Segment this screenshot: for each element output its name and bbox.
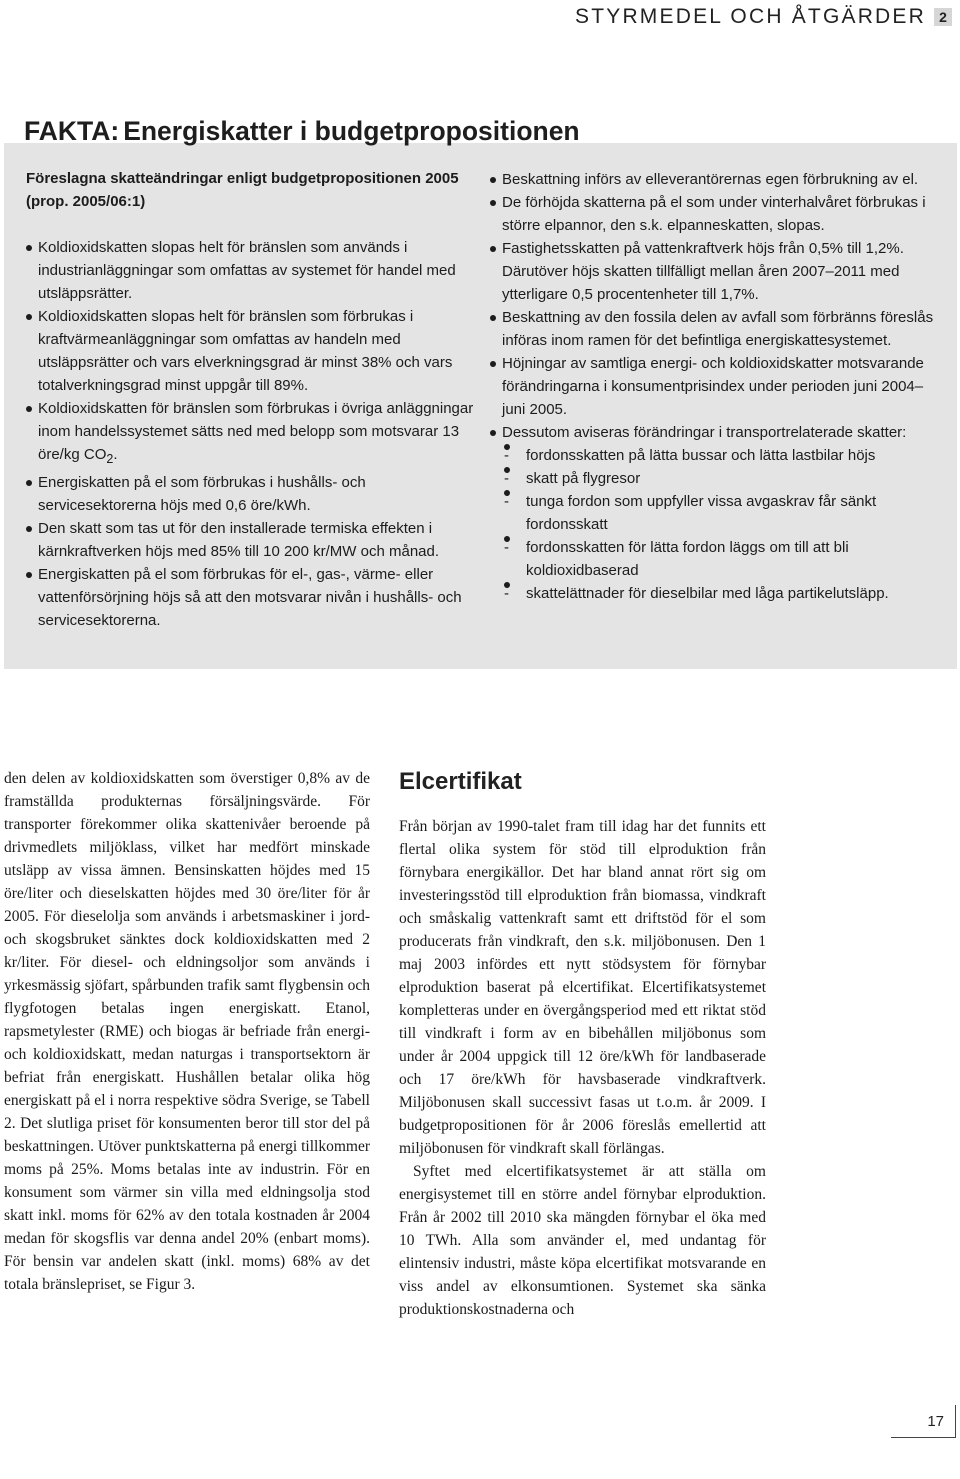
bullet-item: Energiskatten på el som förbrukas i hushålls- och servicesektorerna höjs med 0,6 öre/kWh. — [26, 471, 474, 517]
dash-item: - fordonsskatten på lätta bussar och lätta lastbilar höjs — [502, 444, 940, 467]
fact-box-left-column — [26, 167, 474, 632]
bullet-end: . — [113, 446, 118, 463]
chapter-title: STYRMEDEL OCH ÅTGÄRDER — [575, 5, 926, 28]
fact-box-right-column — [490, 168, 940, 605]
body-text-left-column — [4, 767, 370, 1296]
fact-box-title — [24, 116, 580, 147]
dash-item: - skattelättnader för dieselbilar med låga partikelutsläpp. — [502, 582, 940, 605]
fact-box-title-text: Energiskatter i budgetpropositionen — [123, 116, 580, 146]
fact-box-right-bullets — [490, 168, 940, 605]
bullet-item: Beskattning införs av elleverantörernas egen förbrukning av el. — [490, 168, 940, 191]
chapter-number-badge: 2 — [934, 8, 952, 26]
bullet-text: Koldioxidskatten för bränslen som förbrukas i övriga anläggningar inom handelssystemet sätts ned med belopp som motsvarar 13 öre/kg CO — [38, 400, 474, 463]
running-header — [575, 4, 952, 30]
bullet-item: De förhöjda skatterna på el som under vinterhalvåret förbrukas i större elpannor, den s.k. elpanneskatten, slopas. — [490, 191, 940, 237]
body-paragraph: Syftet med elcertifikatsystemet är att ställa om energisystemet till en större andel förnybar elproduktion. Från år 2002 till 2010 ska mängden förnybar el öka med 10 TWh. Alla som använder el, med undantag för elintensiv industri, måste köpa elcertifikat motsvarande en viss andel av elkonsumtionen. Systemet ska sänka produktionskostnaderna och — [399, 1163, 766, 1318]
fact-box-intro: Föreslagna skatteändringar enligt budgetpropositionen 2005 (prop. 2005/06:1) — [26, 170, 459, 210]
body-paragraph: Från början av 1990-talet fram till idag har det funnits ett flertal olika system för stöd till elproduktion från förnybara energikällor. Det har bland annat rört sig om investeringsstöd till elproduktion från biomassa, vindkraft och småskalig vattenkraft samt ett driftstöd för el som producerats från vindkraft, den s.k. miljöbonusen. Den 1 maj 2003 infördes ett nytt stödsystem för förnybar elproduktion baserat på elcertifikat. Elcertifikatsystemet kompletteras under en övergångsperiod med ett riktat stöd till vindkraft i form av en bibehållen miljöbonus som under år 2004 uppgick till 12 öre/kWh för landbaserade och 17 öre/kWh för havsbaserade vindkraftverk. Miljöbonusen skall successivt fasas ut t.o.m. år 2009. I budgetpropositionen för år 2006 föreslås emellertid att miljöbonusen för vindkraft skall förlängas. — [399, 818, 766, 1157]
bullet-item: Koldioxidskatten slopas helt för bränslen som används i industrianläggningar som omfattas av systemet för handel med utsläppsrätter. — [26, 236, 474, 305]
fact-box-left-bullets — [26, 236, 474, 632]
body-paragraph: den delen av koldioxidskatten som överstiger 0,8% av de framställda produkternas försäljningsvärde. För transporter förekommer olika skattenivåer beroende på drivmedlets miljöklass, vilket har medfört minskade utsläpp av vissa ämnen. Bensinskatten höjdes med 15 öre/liter och dieselskatten höjdes med 30 öre/liter för år 2005. För dieselolja som används i arbetsmaskiner i jord- och skogsbruket sänktes dock koldioxidskatten med 2 kr/liter. För diesel- och eldningsoljor som används i yrkesmässig sjöfart, spårbunden trafik samt flygbensin och flygfotogen betalas ingen energiskatt. Etanol, rapsmetylester (RME) och biogas är befriade från energi- och koldioxidskatt, medan naturgas i transportsektorn är befriat från energiskatt. Hushållen betalar olika hög energiskatt på el i norra respektive södra Sverige, se Tabell 2. Det slutliga priset för konsumenten beror till stor del på beskattningen. Utöver punktskatterna på energi tillkommer moms på 25%. Moms betalas inte av industrin. För en konsument som värmer sin villa med eldningsolja stod skatt inkl. moms för 62% av den totala kostnaden år 2004 medan för skogsflis var denna andel 20% (enbart moms). För bensin var andelen skatt (inkl. moms) 68% av det totala bränslepriset, se Figur 3. — [4, 770, 370, 1293]
bullet-item: Höjningar av samtliga energi- och koldioxidskatter motsvarande förändringarna i konsumentprisindex under perioden juni 2004–juni 2005. — [490, 352, 940, 421]
dash-item: - skatt på flygresor — [502, 467, 940, 490]
dash-item: - tunga fordon som uppfyller vissa avgaskrav får sänkt fordonsskatt — [502, 490, 940, 536]
section-heading-elcertifikat: Elcertifikat — [399, 768, 522, 795]
bullet-item: Den skatt som tas ut för den installerade termiska effekten i kärnkraftverken höjs med 85% till 10 200 kr/MW och månad. — [26, 517, 474, 563]
co2-subscript: 2 — [106, 452, 114, 466]
page-number-rule — [891, 1437, 956, 1438]
dash-item: - fordonsskatten för lätta fordon läggs om till att bli koldioxidbaserad — [502, 536, 940, 582]
transport-tax-list — [502, 444, 940, 605]
bullet-item: Koldioxidskatten slopas helt för bränslen som förbrukas i kraftvärmeanläggningar som omfattas av handeln med utsläppsrätter och vars elverkningsgrad är minst 38% och vars totalverkningsgrad minst uppgår till 89%. — [26, 305, 474, 397]
page-number: 17 — [927, 1413, 944, 1430]
bullet-item — [490, 421, 940, 605]
bullet-item — [26, 397, 474, 471]
bullet-item: Fastighetsskatten på vattenkraftverk höjs från 0,5% till 1,2%. Därutöver höjs skatten tillfälligt mellan åren 2007–2011 med ytterligare 0,5 procentenheter till 1,7%. — [490, 237, 940, 306]
body-text-right-column — [399, 815, 766, 1321]
bullet-text: Dessutom aviseras förändringar i transportrelaterade skatter: — [502, 424, 907, 441]
bullet-item: Energiskatten på el som förbrukas för el-, gas-, värme- eller vattenförsörjning höjs så att den motsvarar nivån i hushålls- och servicesektorerna. — [26, 563, 474, 632]
bullet-item: Beskattning av den fossila delen av avfall som förbränns föreslås införas inom ramen för det befintliga energiskattesystemet. — [490, 306, 940, 352]
fact-box-title-prefix: FAKTA: — [24, 116, 120, 146]
page-number-rule-vertical — [955, 1405, 956, 1437]
